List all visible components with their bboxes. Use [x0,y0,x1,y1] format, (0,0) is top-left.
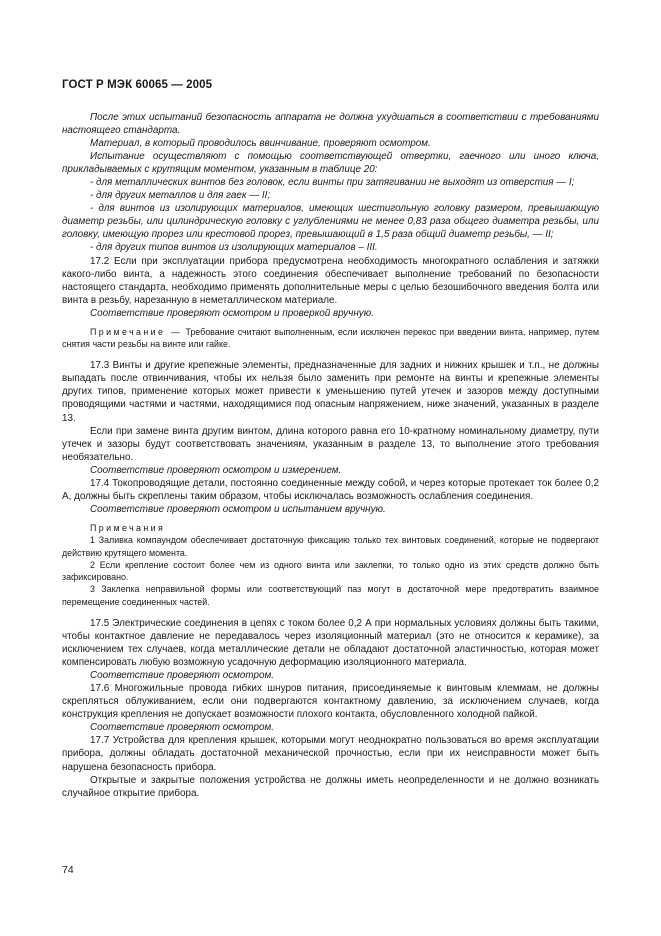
compliance-check: Соответствие проверяют осмотром и измерением. [90,464,342,476]
list-item: - для других металлов и для гаек — II; [90,190,271,202]
note-item: 1 Заливка компаундом обеспечивает достаточную фиксацию только тех винтовых соединений, которые не подвергают действию крутящего момента. [62,535,599,558]
note [62,326,599,351]
section-17-7: 17.7 Устройства для крепления крышек, которыми могут неоднократно пользоваться во время эксплуатации прибора, должны обладать достаточной механической прочностью, если при их неисправности может быть нарушена безопасность прибора. [62,735,599,773]
notes-label: Примечания [90,522,166,533]
section-17-6: 17.6 Многожильные провода гибких шнуров питания, присоединяемые к винтовым клеммам, не должны скрепляться облуживанием, если они подвергаются контактному давлению, за исключением случаев, когда конструкция крепления не допускает возможности плохого контакта, обусловленного холодной пайкой. [62,683,599,721]
section-17-3: 17.3 Винты и другие крепежные элементы, предназначенные для задних и нижних крышек и т.п., не должны выпадать после отвинчивания, чтобы их нельзя было заменить при ремонте на винты и крепежные элементы других типов, применение которых может привести к уменьшению путей утечек и зазоров между доступными проводящими частями и частями, находящимися под опасным напряжением, ниже значений, указанных в разделе 13. [62,360,599,424]
note-item: 2 Если крепление состоит более чем из одного винта или заклепки, то только одно из этих средств должно быть зафиксировано. [62,559,599,583]
spacer [62,608,599,617]
paragraph: Если при замене винта другим винтом, длина которого равна его 10-кратному номинальному диаметру, пути утечек и зазоры будут соответствовать значениям, указанным в разделе 13, то выполнение этого требования необязательно. [62,425,599,463]
section-17-4: 17.4 Токопроводящие детали, постоянно соединенные между собой, и через которые протекает ток более 0,2 А, должны быть скреплены таким образом, чтобы исключалась возможность ослабления соединения. [62,477,599,502]
compliance-check: Соответствие проверяют осмотром. [90,670,275,682]
body-text [62,111,599,800]
document-header: ГОСТ Р МЭК 60065 — 2005 [62,79,213,91]
paragraph: Испытание осуществляют с помощью соответствующей отвертки, гаечного или иного ключа, прикладываемых с крутящим моментом, указанным в таблице 20: [62,151,599,176]
compliance-check: Соответствие проверяют осмотром и проверкой вручную. [90,307,374,319]
list-item: - для винтов из изолирующих материалов, имеющих шестигольную головку размером, превышающую диаметр резьбы, или цилиндрическую головку с углублениями не менее 0,83 раза общего диаметра резьбы, или головку, имеющую прорез или крестовой прорез, превышающий в 1,5 раза общий диаметр резьбы, — II; [62,203,599,241]
list-item: - для металлических винтов без головок, если винты при затягивании не выходят из отверстия — I; [90,177,575,189]
note-label: Примечание — [90,326,183,337]
note-item: 3 Заклепка неправильной формы или соответствующий паз могут в достаточной мере предотвратить взаимное перемещение соединенных частей. [62,584,599,607]
page-number: 74 [62,864,74,876]
compliance-check: Соответствие проверяют осмотром. [90,722,275,734]
note-text: Требование считают выполненным, если исключен перекос при введении винта, например, путем снятия части резьбы на винте или гайке. [62,326,600,350]
notes-heading [62,522,599,534]
spacer [62,350,599,359]
list-item: - для других типов винтов из изолирующих материалов – III. [90,242,378,254]
paragraph: Материал, в который проводилось ввинчивание, проверяют осмотром. [90,138,431,150]
paragraph: Открытые и закрытые положения устройства не должны иметь неопределенности и не должно возникать случайное открытие прибора. [62,774,599,799]
section-17-2: 17.2 Если при эксплуатации прибора предусмотрена необходимость многократного ослабления и затяжки какого-либо винта, а надежность этого соединения обеспечивает выполнение требований по безопасности настоящего стандарта, необходимо применять дополнительные меры с целью безошибочного введения болта или винта в резьбу, нарезанную в неметаллическом материале. [62,255,599,306]
paragraph: После этих испытаний безопасность аппарата не должна ухудшаться в соответствии с требованиями настоящего стандарта. [62,112,599,137]
compliance-check: Соответствие проверяют осмотром и испытанием вручную. [90,503,386,515]
section-17-5: 17.5 Электрические соединения в цепях с током более 0,2 А при нормальных условиях должны быть такими, чтобы контактное давление не передавалось через изоляционный материал (это не относится к керамике), за исключением тех случаев, когда металлические детали не обладают достаточной эластичностью, которая может компенсировать любую возможную усадочную деформацию изоляционного материала. [62,617,599,669]
